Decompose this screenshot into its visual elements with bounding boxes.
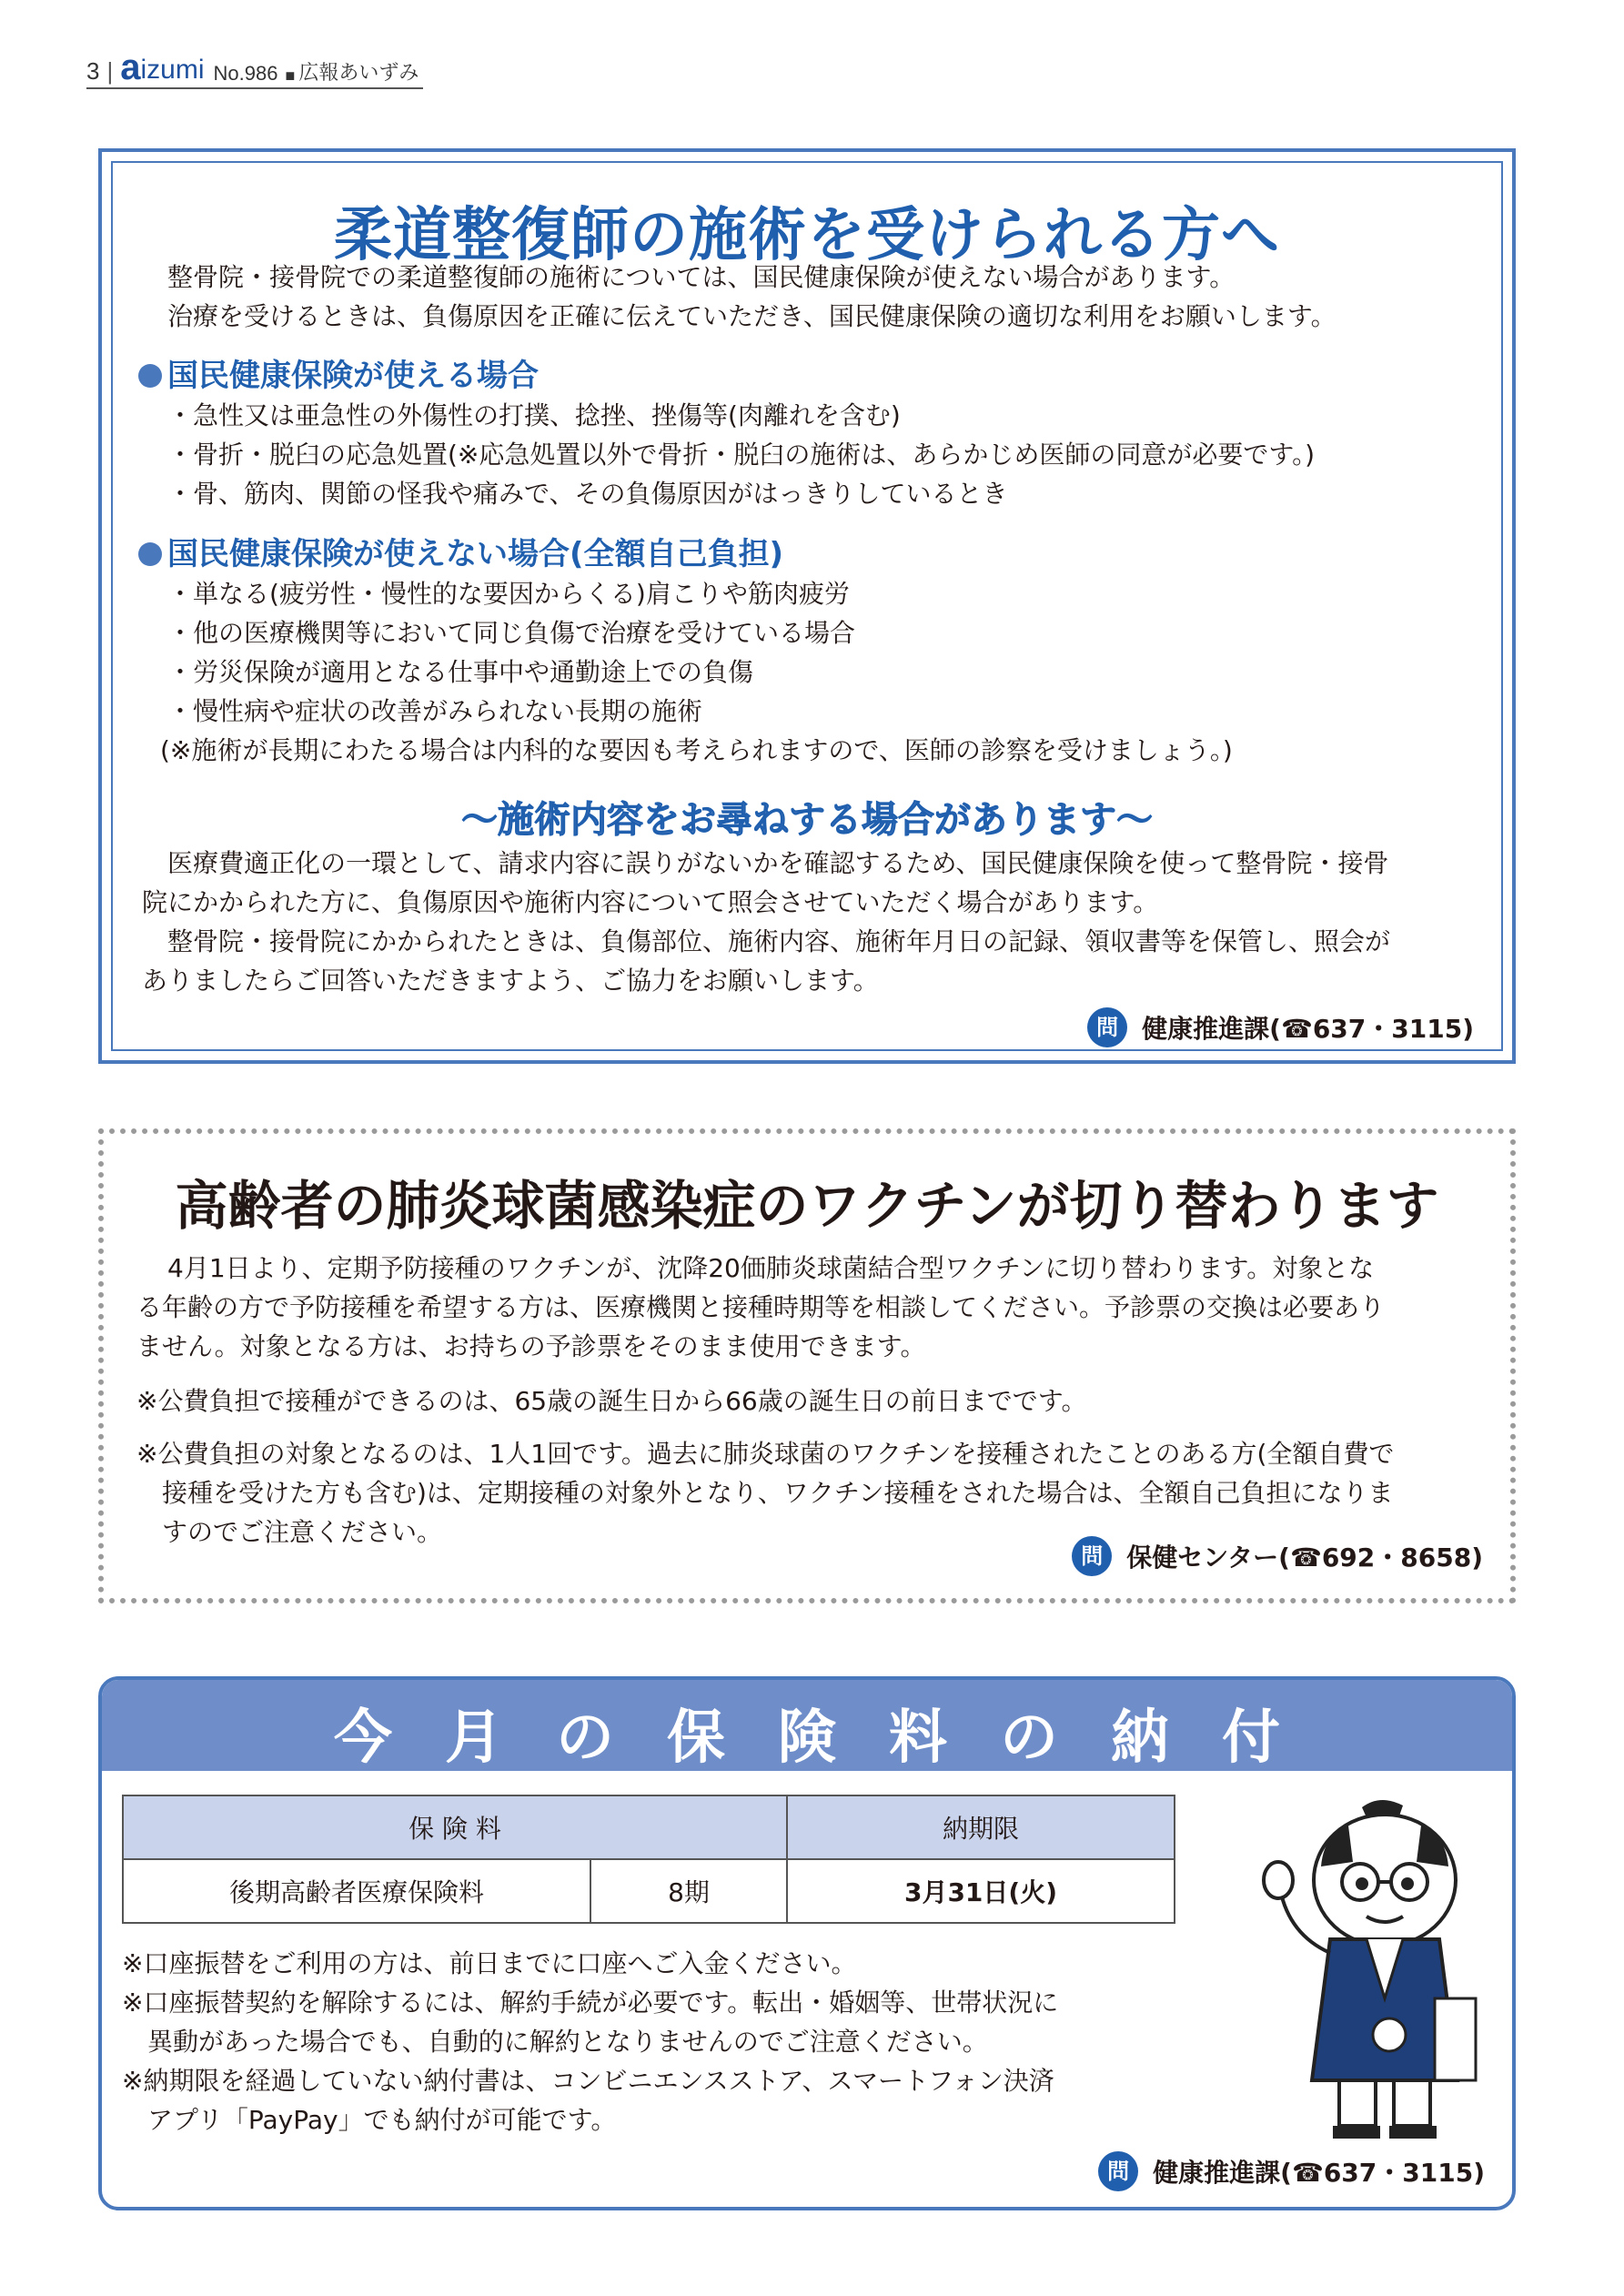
vaccine-note-1: ※公費負担で接種ができるのは、65歳の誕生日から66歳の誕生日の前日までです。	[136, 1386, 1087, 1416]
bullet-dot-icon	[138, 542, 162, 566]
publication-name: 広報あいずみ	[298, 61, 419, 84]
premium-title: 今月の保険料の納付	[334, 1704, 1333, 1772]
vaccine-note-2-line-2: 接種を受けた方も含む)は、定期接種の対象外となり、ワクチン接種をされた場合は、全額自己負担になりま	[162, 1478, 1394, 1508]
aizumi-logo-a: a	[120, 47, 141, 87]
inquiry-line-1: 医療費適正化の一環として、請求内容に誤りがないかを確認するため、国民健康保険を使って整骨院・接骨	[167, 848, 1389, 878]
judo-contact	[1087, 1007, 1474, 1047]
judo-therapy-section	[98, 148, 1516, 1064]
covered-item-3: ・骨、筋肉、関節の怪我や痛みで、その負傷原因がはっきりしているとき	[167, 479, 1008, 509]
table-row	[123, 1859, 1175, 1923]
vaccine-body-2: る年齢の方で予防接種を希望する方は、医療機関と接種時期等を相談してください。予診票の交換は必要あり	[136, 1292, 1386, 1322]
covered-item-2: ・骨折・脱臼の応急処置(※応急処置以外で骨折・脱臼の施術は、あらかじめ医師の同意が必要です。)	[167, 440, 1316, 470]
inquiry-mark-icon: 問	[1098, 2151, 1138, 2191]
premium-contact	[1098, 2151, 1485, 2191]
vaccine-section	[98, 1128, 1516, 1603]
premium-note-3-line-1: ※納期限を経過していない納付書は、コンビニエンスストア、スマートフォン決済	[122, 2066, 1054, 2096]
vaccine-contact-text: 保健センター(☎692・8658)	[1126, 1542, 1483, 1573]
header-separator: |	[106, 57, 114, 85]
not-covered-item-2: ・他の医療機関等において同じ負傷で治療を受けている場合	[167, 618, 856, 648]
judo-contact-text: 健康推進課(☎637・3115)	[1142, 1014, 1474, 1044]
cell-period: 8期	[590, 1859, 787, 1923]
inquiry-mark-icon: 問	[1087, 1007, 1127, 1047]
premium-table	[122, 1795, 1175, 1924]
not-covered-item-3: ・労災保険が適用となる仕事中や通勤途上での負傷	[167, 657, 754, 687]
covered-heading: 国民健康保険が使える場合	[138, 350, 539, 395]
vaccine-body-1: 4月1日より、定期予防接種のワクチンが、沈降20価肺炎球菌結合型ワクチンに切り替わります。対象とな	[167, 1253, 1375, 1283]
not-covered-item-1: ・単なる(疲労性・慢性的な要因からくる)肩こりや筋肉疲労	[167, 579, 850, 609]
premium-section	[98, 1676, 1516, 2210]
inquiry-heading: 〜施術内容をお尋ねする場合があります〜	[461, 799, 1153, 841]
judo-title: 柔道整復師の施術を受けられる方へ	[334, 202, 1280, 269]
table-header-row	[123, 1795, 1175, 1859]
square-bullet: ■	[285, 66, 296, 85]
aizumi-logo-text: izumi	[140, 55, 205, 85]
covered-item-1: ・急性又は亜急性の外傷性の打撲、捻挫、挫傷等(肉離れを含む)	[167, 400, 901, 430]
vaccine-contact	[1072, 1536, 1483, 1576]
vaccine-title: 高齢者の肺炎球菌感染症のワクチンが切り替わります	[175, 1175, 1439, 1237]
judo-intro-2: 治療を受けるときは、負傷原因を正確に伝えていただき、国民健康保険の適切な利用をお願いします。	[167, 301, 1337, 331]
not-covered-heading: 国民健康保険が使えない場合(全額自己負担)	[138, 529, 783, 573]
vaccine-note-2-line-1: ※公費負担の対象となるのは、1人1回です。過去に肺炎球菌のワクチンを接種されたことのある方(全額自費で	[136, 1439, 1395, 1469]
page-number: 3	[86, 57, 100, 85]
page-header	[86, 47, 419, 87]
cell-deadline: 3月31日(火)	[787, 1859, 1175, 1923]
judo-inner-frame	[111, 161, 1503, 1051]
vaccine-body-3: ません。対象となる方は、お持ちの予診票をそのまま使用できます。	[136, 1331, 926, 1361]
mascot-illustration	[1253, 1789, 1508, 2153]
premium-title-band	[102, 1680, 1512, 1771]
premium-note-2-line-1: ※口座振替契約を解除するには、解約手続が必要です。転出・婚姻等、世帯状況に	[122, 1988, 1059, 2018]
cell-insurance-name: 後期高齢者医療保険料	[123, 1859, 590, 1923]
vaccine-note-2-line-3: すのでご注意ください。	[162, 1517, 443, 1547]
inquiry-line-4: ありましたらご回答いただきますよう、ご協力をお願いします。	[142, 966, 879, 996]
premium-note-2-line-2: 異動があった場合でも、自動的に解約となりませんのでご注意ください。	[147, 2027, 988, 2057]
bullet-dot-icon	[138, 364, 162, 388]
not-covered-note: (※施術が長期にわたる場合は内科的な要因も考えられますので、医師の診察を受けましょう。)	[160, 735, 1233, 765]
issue-number: No.986	[213, 62, 278, 85]
inquiry-line-2: 院にかかられた方に、負傷原因や施術内容について照会させていただく場合があります。	[142, 887, 1159, 917]
inquiry-mark-icon: 問	[1072, 1536, 1112, 1576]
judo-intro-1: 整骨院・接骨院での柔道整復師の施術については、国民健康保険が使えない場合があります。	[167, 262, 1236, 292]
not-covered-item-4: ・慢性病や症状の改善がみられない長期の施術	[167, 696, 703, 726]
header-insurance: 保 険 料	[123, 1795, 787, 1859]
inquiry-line-3: 整骨院・接骨院にかかられたときは、負傷部位、施術内容、施術年月日の記録、領収書等を保管し、照会が	[167, 926, 1391, 956]
premium-contact-text: 健康推進課(☎637・3115)	[1153, 2158, 1485, 2188]
premium-note-3-line-2: アプリ「PayPay」でも納付が可能です。	[147, 2105, 617, 2135]
header-deadline: 納期限	[787, 1795, 1175, 1859]
header-rule	[86, 87, 423, 89]
premium-note-1: ※口座振替をご利用の方は、前日までに口座へご入金ください。	[122, 1948, 857, 1978]
